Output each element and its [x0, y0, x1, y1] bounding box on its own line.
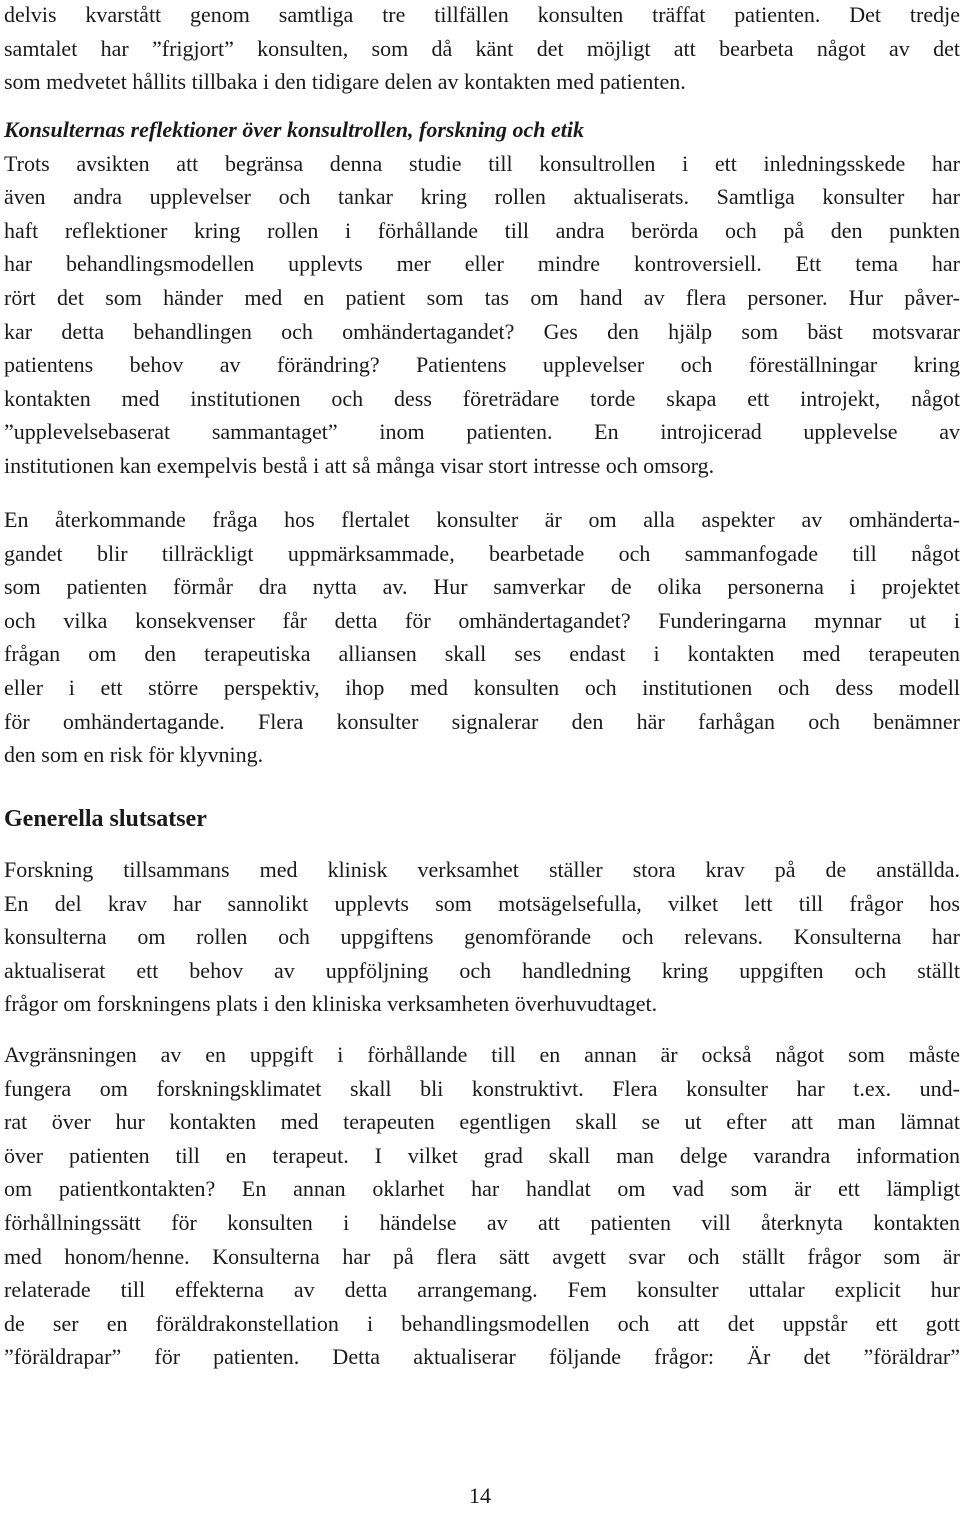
text-line: Forskning tillsammans med klinisk verksamhet ställer stora krav på de anställda.	[4, 857, 960, 882]
text-line: den som en risk för klyvning.	[4, 742, 264, 768]
subheading: Konsulternas reflektioner över konsultrollen, forskning och etik	[4, 117, 585, 142]
text-line: har behandlingsmodellen upplevts mer eller mindre kontroversiell. Ett tema har	[4, 251, 960, 277]
text-line: rat över hur kontakten med terapeuten egentligen skall se ut efter att man lämnat	[4, 1109, 960, 1135]
text-line: En del krav har sannolikt upplevts som motsägelsefulla, vilket lett till frågor hos	[4, 890, 960, 916]
text-line: konsulterna om rollen och uppgiftens genomförande och relevans. Konsulterna har	[4, 924, 960, 950]
text-line: aktualiserat ett behov av uppföljning och handledning kring uppgiften och ställt	[4, 957, 960, 983]
text-line: kar detta behandlingen och omhändertagandet? Ges den hjälp som bäst motsvarar	[4, 318, 960, 344]
text-line: med honom/henne. Konsulterna har på flera sätt avgett svar och ställt frågor som är	[4, 1243, 960, 1269]
text-line: Trots avsikten att begränsa denna studie till konsultrollen i ett inledningsskede har	[4, 150, 960, 176]
text-line: de ser en föräldrakonstellation i behandlingsmodellen och att det uppstår ett gott	[4, 1310, 960, 1336]
text-line: även andra upplevelser och tankar kring rollen aktualiserats. Samtliga konsulter har	[4, 184, 960, 210]
text-line: delvis kvarstått genom samtliga tre tillfällen konsulten träffat patienten. Det tredje	[4, 2, 960, 27]
text-line: gandet blir tillräckligt uppmärksammade, bearbetade och sammanfogade till något	[4, 540, 960, 566]
text-line: haft reflektioner kring rollen i förhållande till andra berörda och på den punkten	[4, 217, 960, 243]
text-line: relaterade till effekterna av detta arrangemang. Fem konsulter uttalar explicit hur	[4, 1277, 960, 1303]
text-line: över patienten till en terapeut. I vilket grad skall man delge varandra information	[4, 1142, 960, 1168]
text-line: rört det som händer med en patient som tas om hand av flera personer. Hur påver-	[4, 284, 960, 310]
paragraph-delimitation	[4, 1038, 960, 1374]
text-line: eller i ett större perspektiv, ihop med konsulten och institutionen och dess modell	[4, 674, 960, 700]
text-line: som medvetet hållits tillbaka i den tidigare delen av kontakten med patienten.	[4, 69, 686, 95]
text-line: samtalet har ”frigjort” konsulten, som då känt det möjligt att bearbeta något av det	[4, 35, 960, 61]
text-line: ”upplevelsebaserat sammantaget” inom patienten. En introjicerad upplevelse av	[4, 419, 960, 445]
section-reflections	[4, 113, 960, 483]
text-line: fungera om forskningsklimatet skall bli konstruktivt. Flera konsulter har t.ex. und-	[4, 1075, 960, 1101]
paragraph-intro	[4, 0, 960, 99]
text-line: frågor om forskningens plats i den kliniska verksamheten överhuvudtaget.	[4, 991, 658, 1017]
text-line: som patienten förmår dra nytta av. Hur samverkar de olika personerna i projektet	[4, 574, 960, 600]
text-line: och vilka konsekvenser får detta för omhändertagandet? Funderingarna mynnar ut i	[4, 607, 960, 633]
paragraph-recurring-question	[4, 503, 960, 772]
text-line: kontakten med institutionen och dess företrädare torde skapa ett introjekt, något	[4, 385, 960, 411]
paragraph-research	[4, 853, 960, 1021]
text-line: Avgränsningen av en uppgift i förhållande till en annan är också något som måste	[4, 1042, 960, 1067]
text-line: förhållningssätt för konsulten i händelse av att patienten vill återknyta kontakten	[4, 1209, 960, 1235]
text-line: patientens behov av förändring? Patientens upplevelser och föreställningar kring	[4, 352, 960, 378]
text-line: frågan om den terapeutiska alliansen skall ses endast i kontakten med terapeuten	[4, 641, 960, 667]
heading-conclusions: Generella slutsatser	[4, 806, 207, 832]
section-heading	[4, 803, 960, 837]
text-line: om patientkontakten? En annan oklarhet har handlat om vad som är ett lämpligt	[4, 1176, 960, 1202]
text-line: En återkommande fråga hos flertalet konsulter är om alla aspekter av omhänderta-	[4, 507, 960, 532]
text-line: för omhändertagande. Flera konsulter signalerar den här farhågan och benämner	[4, 708, 960, 734]
page-number: 14	[469, 1483, 491, 1508]
text-line: institutionen kan exempelvis bestå i att så många visar stort intresse och omsorg.	[4, 452, 715, 478]
text-line: ”föräldrapar” för patienten. Detta aktualiserar följande frågor: Är det ”föräldrar”	[4, 1344, 960, 1370]
